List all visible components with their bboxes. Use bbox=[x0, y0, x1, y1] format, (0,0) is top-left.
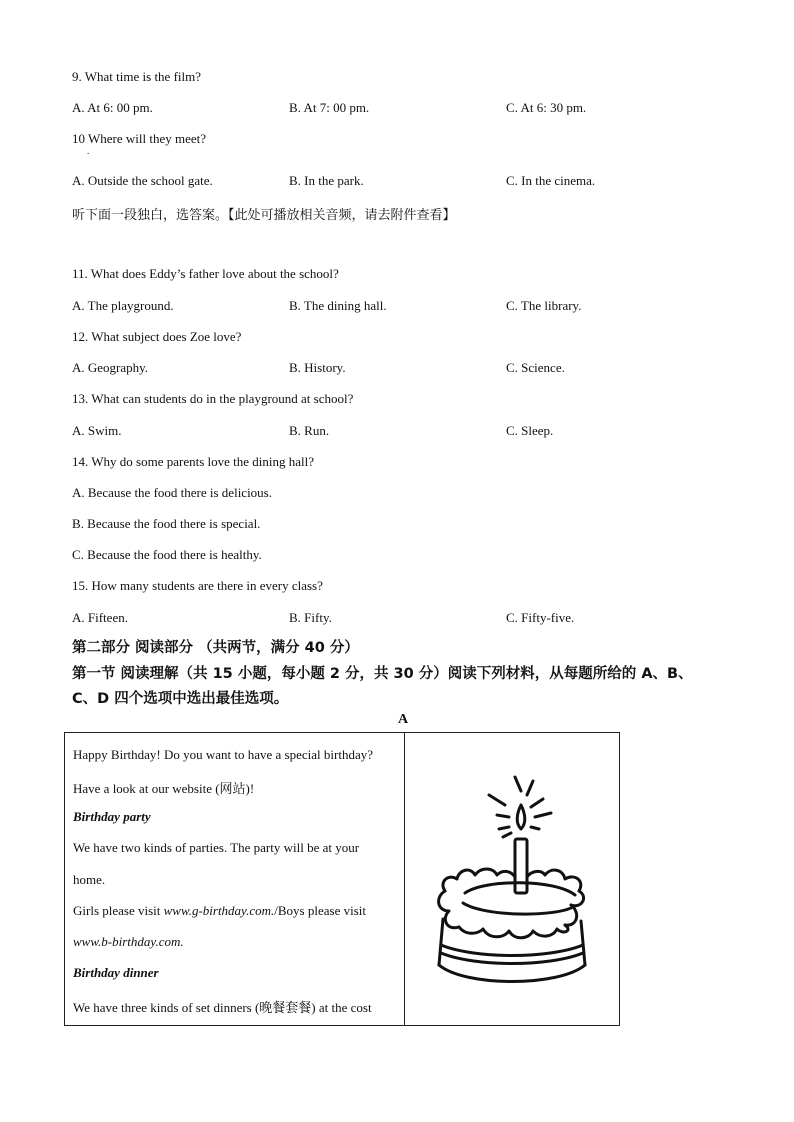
passage-line-2: Have a look at our website (网站)! bbox=[73, 781, 255, 796]
part2-heading: 第二部分 阅读部分 （共两节，满分 40 分） bbox=[72, 640, 359, 656]
q15-text: 15. How many students are there in every class? bbox=[72, 578, 323, 593]
q12-text: 12. What subject does Zoe love? bbox=[72, 329, 242, 344]
q12-option-a: A. Geography. bbox=[72, 360, 149, 375]
q13-option-b: B. Run. bbox=[289, 423, 330, 438]
q14-option-b: B. Because the food there is special. bbox=[72, 516, 261, 531]
girls-visit-text: Girls please visit bbox=[73, 903, 164, 918]
q11-option-c: C. The library. bbox=[506, 298, 582, 313]
passage-table bbox=[64, 732, 620, 1026]
section1-instruction-line2: C、D 四个选项中选出最佳选项。 bbox=[72, 691, 289, 707]
boys-visit-text: /Boys please visit bbox=[274, 903, 366, 918]
cake-illustration-cell bbox=[405, 733, 620, 1026]
passage-line-4: home. bbox=[73, 872, 106, 887]
girls-website: www.g-birthday.com. bbox=[163, 903, 275, 918]
q9-option-c: C. At 6: 30 pm. bbox=[506, 100, 587, 115]
q14-text: 14. Why do some parents love the dining hall? bbox=[72, 454, 315, 469]
q15-option-c: C. Fifty-five. bbox=[506, 610, 575, 625]
q12-option-b: B. History. bbox=[289, 360, 346, 375]
boys-website: www.b-birthday.com. bbox=[73, 934, 184, 949]
q10-option-a: A. Outside the school gate. bbox=[72, 173, 213, 188]
q12-option-c: C. Science. bbox=[506, 360, 565, 375]
q11-option-b: B. The dining hall. bbox=[289, 298, 387, 313]
q11-option-a: A. The playground. bbox=[72, 298, 174, 313]
passage-text-cell bbox=[65, 733, 405, 1026]
birthday-dinner-heading: Birthday dinner bbox=[73, 965, 159, 980]
monologue-instruction: 听下面一段独白，选答案。【此处可播放相关音频，请去附件查看】 bbox=[72, 207, 456, 222]
q14-option-c: C. Because the food there is healthy. bbox=[72, 547, 262, 562]
q15-option-b: B. Fifty. bbox=[289, 610, 332, 625]
q13-option-c: C. Sleep. bbox=[506, 423, 554, 438]
passage-line-1: Happy Birthday! Do you want to have a special birthday? bbox=[73, 747, 373, 762]
q13-text: 13. What can students do in the playground at school? bbox=[72, 391, 354, 406]
q10-text: 10 Where will they meet? bbox=[72, 131, 207, 146]
q13-option-a: A. Swim. bbox=[72, 423, 122, 438]
q9-option-a: A. At 6: 00 pm. bbox=[72, 100, 153, 115]
passage-line-5 bbox=[73, 903, 366, 919]
q15-option-a: A. Fifteen. bbox=[72, 610, 128, 625]
passage-line-3: We have two kinds of parties. The party will be at your bbox=[73, 840, 360, 855]
passage-label: A bbox=[398, 712, 409, 727]
section1-instruction-line1: 第一节 阅读理解（共 15 小题，每小题 2 分，共 30 分）阅读下列材料，从每题所给的 A、B、 bbox=[72, 666, 693, 682]
q10-option-c: C. In the cinema. bbox=[506, 173, 596, 188]
q14-option-a: A. Because the food there is delicious. bbox=[72, 485, 272, 500]
q11-text: 11. What does Eddy’s father love about the school? bbox=[72, 266, 339, 281]
birthday-cake-icon bbox=[405, 733, 619, 1025]
q10-option-b: B. In the park. bbox=[289, 173, 364, 188]
passage-line-7: We have three kinds of set dinners (晚餐套餐) at the cost bbox=[73, 1000, 372, 1015]
birthday-party-heading: Birthday party bbox=[73, 809, 151, 824]
q9-option-b: B. At 7: 00 pm. bbox=[289, 100, 370, 115]
q9-text: 9. What time is the film? bbox=[72, 69, 202, 84]
